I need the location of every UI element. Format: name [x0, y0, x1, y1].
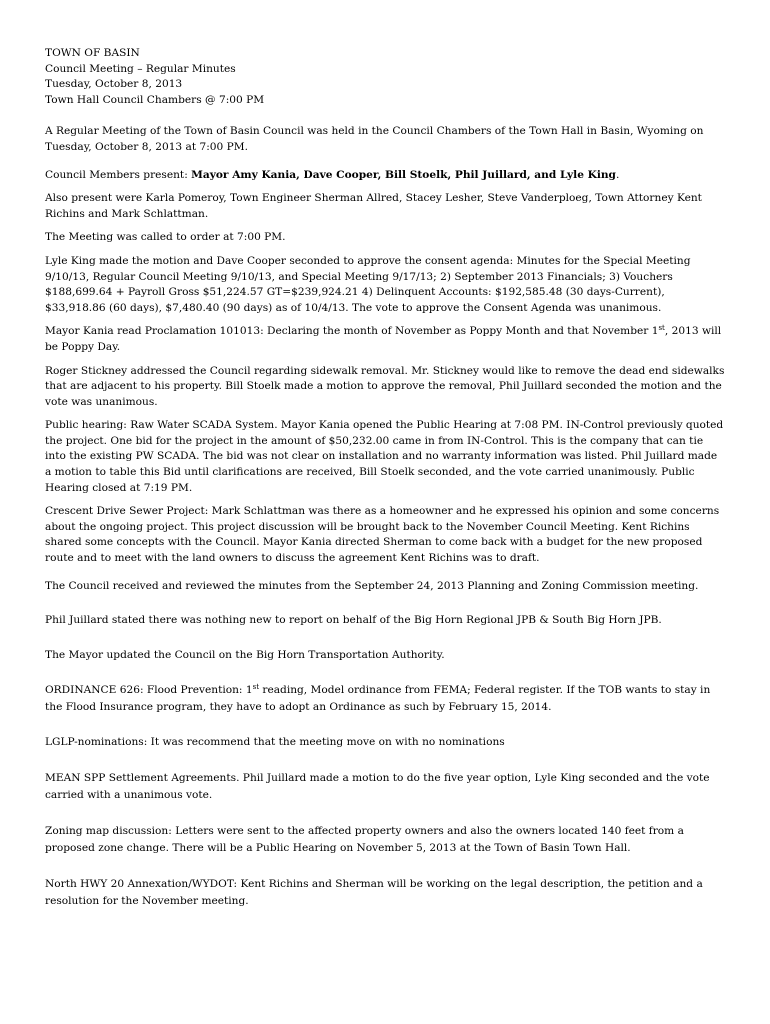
sewer-project-paragraph: Crescent Drive Sewer Project: Mark Schlattman was there as a homeowner and he expressed his opinion and some concerns about the ongoing project. This project discussion will be brought back to the November Council Meeting. Kent Richins shared some concepts with the Council. Mayor Kania directed Sherman to come back with a budget for the new proposed route and to meet with the land owners to discuss the agreement Kent Richins was to draft.	[45, 505, 720, 565]
proclamation-text: Mayor Kania read Proclamation 101013: Declaring the month of November as Poppy Month and that November 1	[45, 325, 659, 338]
document-page	[45, 46, 725, 910]
mean-paragraph: MEAN SPP Settlement Agreements. Phil Juillard made a motion to do the five year option, Lyle King seconded and the vote carried with a unanimous vote.	[45, 772, 710, 801]
ordinance-text: ORDINANCE 626: Flood Prevention: 1	[45, 684, 253, 697]
annexation-paragraph: North HWY 20 Annexation/WYDOT: Kent Richins and Sherman will be working on the legal description, the petition and a resolution for the November meeting.	[45, 878, 703, 907]
members-present-names: Mayor Amy Kania, Dave Cooper, Bill Stoelk, Phil Juillard, and Lyle King	[191, 168, 616, 181]
jpb-paragraph: Phil Juillard stated there was nothing new to report on behalf of the Big Horn Regional JPB & South Big Horn JPB.	[45, 614, 662, 627]
also-present-paragraph: Also present were Karla Pomeroy, Town Engineer Sherman Allred, Stacey Lesher, Steve Vanderploeg, Town Attorney Kent Richins and Mark Schlattman.	[45, 192, 702, 220]
members-present-end: .	[615, 168, 620, 181]
intro-paragraph: A Regular Meeting of the Town of Basin Council was held in the Council Chambers of the Town Hall in Basin, Wyoming on Tuesday, October 8, 2013 at 7:00 PM.	[45, 125, 704, 153]
document-header	[45, 46, 725, 108]
proclamation-text-end: , 2013 will be Poppy Day.	[45, 325, 722, 353]
ordinance-ordinal: st	[252, 683, 260, 692]
zoning-map-paragraph: Zoning map discussion: Letters were sent to the affected property owners and also the owners located 140 feet from a proposed zone change. There will be a Public Hearing on November 5, 2013 at the Town of Basin Town Hall.	[45, 825, 684, 854]
ordinance-paragraph	[45, 682, 725, 716]
meeting-type: Council Meeting – Regular Minutes	[45, 62, 236, 75]
town-name: TOWN OF BASIN	[45, 47, 140, 59]
proclamation-ordinal: st	[658, 324, 665, 333]
ordinance-text-end: reading, Model ordinance from FEMA; Federal register. If the TOB wants to stay in the Flood Insurance program, they have to adopt an Ordinance as such by February 15, 2014.	[45, 684, 711, 714]
call-to-order-paragraph: The Meeting was called to order at 7:00 PM.	[45, 231, 286, 244]
consent-agenda-paragraph: Lyle King made the motion and Dave Cooper seconded to approve the consent agenda: Minutes for the Special Meeting 9/10/13, Regular Council Meeting 9/10/13, and Special Meeting 9/17/13; 2) September 2013 Financials; 3) Vouchers $188,699.64 + Payroll Gross $51,224.57 GT=$239,924.21 4) Delinquent Accounts: $192,585.48 (30 days-Current), $33,918.86 (60 days), $7,480.40 (90 days) as of 10/4/13. The vote to approve the Consent Agenda was unanimous.	[45, 254, 691, 314]
transportation-paragraph: The Mayor updated the Council on the Big Horn Transportation Authority.	[45, 648, 445, 661]
members-present-label: Council Members present:	[45, 168, 192, 181]
sidewalk-paragraph: Roger Stickney addressed the Council regarding sidewalk removal. Mr. Stickney would like to remove the dead end sidewalks that are adjacent to his property. Bill Stoelk made a motion to approve the removal, Phil Juillard seconded the motion and the vote was unanimous.	[45, 364, 725, 408]
meeting-location: Town Hall Council Chambers @ 7:00 PM	[45, 93, 265, 106]
proclamation-paragraph	[45, 324, 725, 355]
scada-hearing-paragraph: Public hearing: Raw Water SCADA System. Mayor Kania opened the Public Hearing at 7:08 PM. IN-Control previously quoted the project. One bid for the project in the amount of $50,232.00 came in from IN-Control. This is the company that can tie into the existing PW SCADA. The bid was not clear on installation and no warranty information was listed. Phil Juillard made a motion to table this Bid until clarifications are received, Bill Stoelk seconded, and the vote carried unanimously. Public Hearing closed at 7:19 PM.	[45, 419, 724, 494]
zoning-minutes-paragraph: The Council received and reviewed the minutes from the September 24, 2013 Planning and Zoning Commission meeting.	[45, 579, 699, 592]
lglp-paragraph: LGLP-nominations: It was recommend that the meeting move on with no nominations	[45, 736, 505, 749]
meeting-date: Tuesday, October 8, 2013	[45, 78, 183, 91]
members-present-paragraph	[45, 168, 725, 184]
